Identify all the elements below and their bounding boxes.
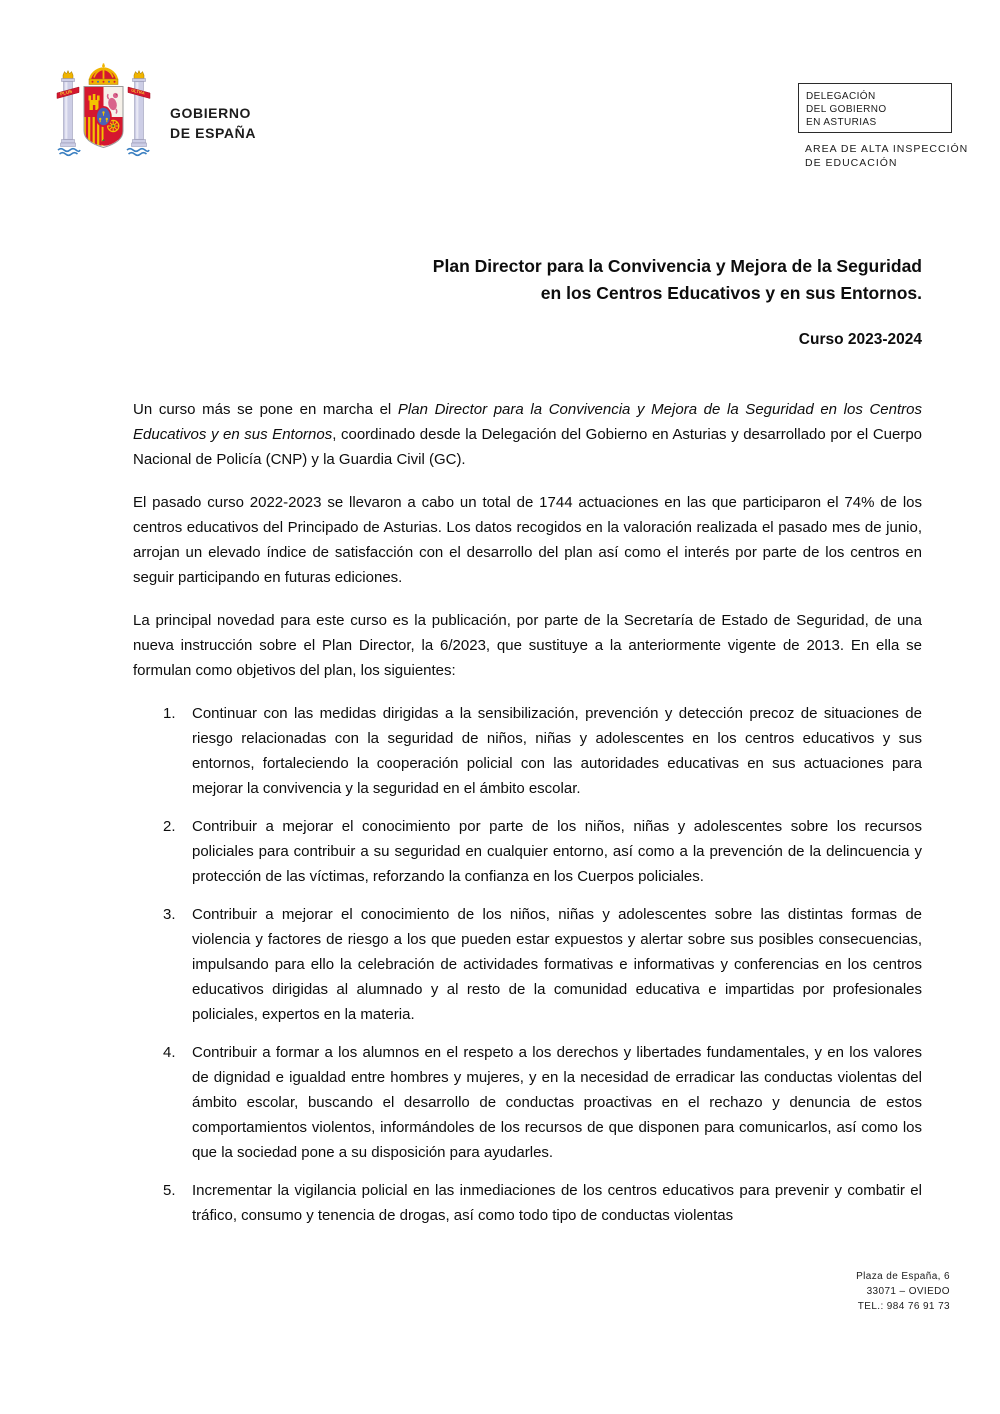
delegation-box xyxy=(798,83,952,133)
delegation-line2: DEL GOBIERNO xyxy=(806,104,887,115)
objectives-list xyxy=(133,701,922,1228)
government-name-line1: GOBIERNO xyxy=(170,105,252,121)
government-name-line2: DE ESPAÑA xyxy=(170,125,257,141)
objective-text: Contribuir a mejorar el conocimiento de los niños, niñas y adolescentes sobre las distintas formas de violencia y factores de riesgo a los que pueden estar expuestos y alertar sobre sus posibles consecuencias, impulsando para ello la celebración de actividades formativas e informativas y conferencias en los centros educativos dirigidas al alumnado y al resto de la comunidad educativa e impartidas por profesionales policiales, expertos en la materia. xyxy=(192,906,922,1023)
objective-text: Contribuir a formar a los alumnos en el respeto a los derechos y libertades fundamentales, y en los valores de dignidad e igualdad entre hombres y mujeres, y en la necesidad de erradicar las conductas violentas del ámbito escolar, buscando el desarrollo de conductas proactivas en el rechazo y denuncia de estos comportamientos violentos, informándoles de los recursos de que disponen para comunicarlos, así como los que la sociedad pone a su disposición para ayudarles. xyxy=(192,1044,922,1161)
footer-address xyxy=(856,1269,950,1314)
objective-item xyxy=(133,902,922,1027)
objective-number: 5. xyxy=(163,1182,176,1199)
document-title-line2: en los Centros Educativos y en sus Entornos. xyxy=(540,283,922,303)
area-department xyxy=(805,142,968,170)
intro-post: , coordinado desde la Delegación del Gobierno en Asturias y desarrollado por el Cuerpo Nacional de Policía (CNP) y la Guardia Civil (GC). xyxy=(133,426,923,468)
footer-street: Plaza de España, 6 xyxy=(856,1271,950,1282)
objective-number: 1. xyxy=(163,705,176,722)
course-label: Curso 2023-2024 xyxy=(798,331,922,348)
objective-item xyxy=(133,1178,922,1228)
delegation-line1: DELEGACIÓN xyxy=(806,91,876,102)
shield-icon xyxy=(84,87,123,156)
objective-number: 3. xyxy=(163,906,176,923)
area-line2: DE EDUCACIÓN xyxy=(805,157,898,169)
footer-city: 33071 – OVIEDO xyxy=(866,1286,950,1297)
intro-pre: Un curso más se pone en marcha el xyxy=(133,401,398,418)
paragraph-novelty: La principal novedad para este curso es la publicación, por parte de la Secretaría de Estado de Seguridad, de una nueva instrucción sobre el Plan Director, la 6/2023, que sustituye a la anteriormente vigente de 2013. En ella se formulan como objetivos del plan, los siguientes: xyxy=(133,612,922,679)
spain-coat-of-arms-logo xyxy=(56,63,151,171)
objective-text: Contribuir a mejorar el conocimiento por parte de los niños, niñas y adolescentes sobre los recursos policiales para contribuir a su seguridad en cualquier entorno, así como a la prevención de la delincuencia y protección de las víctimas, reforzando la confianza en los Cuerpos policiales. xyxy=(192,818,922,885)
government-name xyxy=(170,103,256,143)
svg-text:ULTRA: ULTRA xyxy=(130,87,146,96)
document-body xyxy=(133,397,922,1241)
delegation-line3: EN ASTURIAS xyxy=(806,117,877,128)
paragraph-intro xyxy=(133,397,922,472)
left-pillar-icon xyxy=(57,71,80,156)
document-title xyxy=(133,253,922,307)
paragraph-results: El pasado curso 2022-2023 se llevaron a cabo un total de 1744 actuaciones en las que participaron el 74% de los centros educativos del Principado de Asturias. Los datos recogidos en la valoración realizada el pasado mes de junio, arrojan un elevado índice de satisfacción con el desarrollo del plan así como el interés por parte de los centros en seguir participando en futuras ediciones. xyxy=(133,494,922,586)
objective-text: Continuar con las medidas dirigidas a la sensibilización, prevención y detección precoz de situaciones de riesgo relacionadas con la seguridad de niños, niñas y adolescentes en los centros educativos y sus entornos, fortaleciendo la cooperación policial con las autoridades educativas en sus actuaciones para mejorar la convivencia y la seguridad en el ámbito escolar. xyxy=(192,705,922,797)
intro-plan-name: Plan Director para la Convivencia y Mejora de la Seguridad en los Centros Educativos y en sus Entornos xyxy=(133,401,922,443)
objective-text: Incrementar la vigilancia policial en las inmediaciones de los centros educativos para prevenir y combatir el tráfico, consumo y tenencia de drogas, así como todo tipo de conductas violentas xyxy=(192,1182,922,1224)
royal-crown-icon xyxy=(89,63,118,84)
area-line1: AREA DE ALTA INSPECCIÓN xyxy=(805,143,969,155)
right-pillar-icon xyxy=(127,71,150,156)
footer-phone: TEL.: 984 76 91 73 xyxy=(857,1301,950,1312)
objective-number: 4. xyxy=(163,1044,176,1061)
objective-number: 2. xyxy=(163,818,176,835)
svg-text:PLUS: PLUS xyxy=(59,88,73,97)
objective-item xyxy=(133,1040,922,1165)
document-title-line1: Plan Director para la Convivencia y Mejora de la Seguridad xyxy=(432,256,922,276)
objective-item xyxy=(133,814,922,889)
objective-item xyxy=(133,701,922,801)
